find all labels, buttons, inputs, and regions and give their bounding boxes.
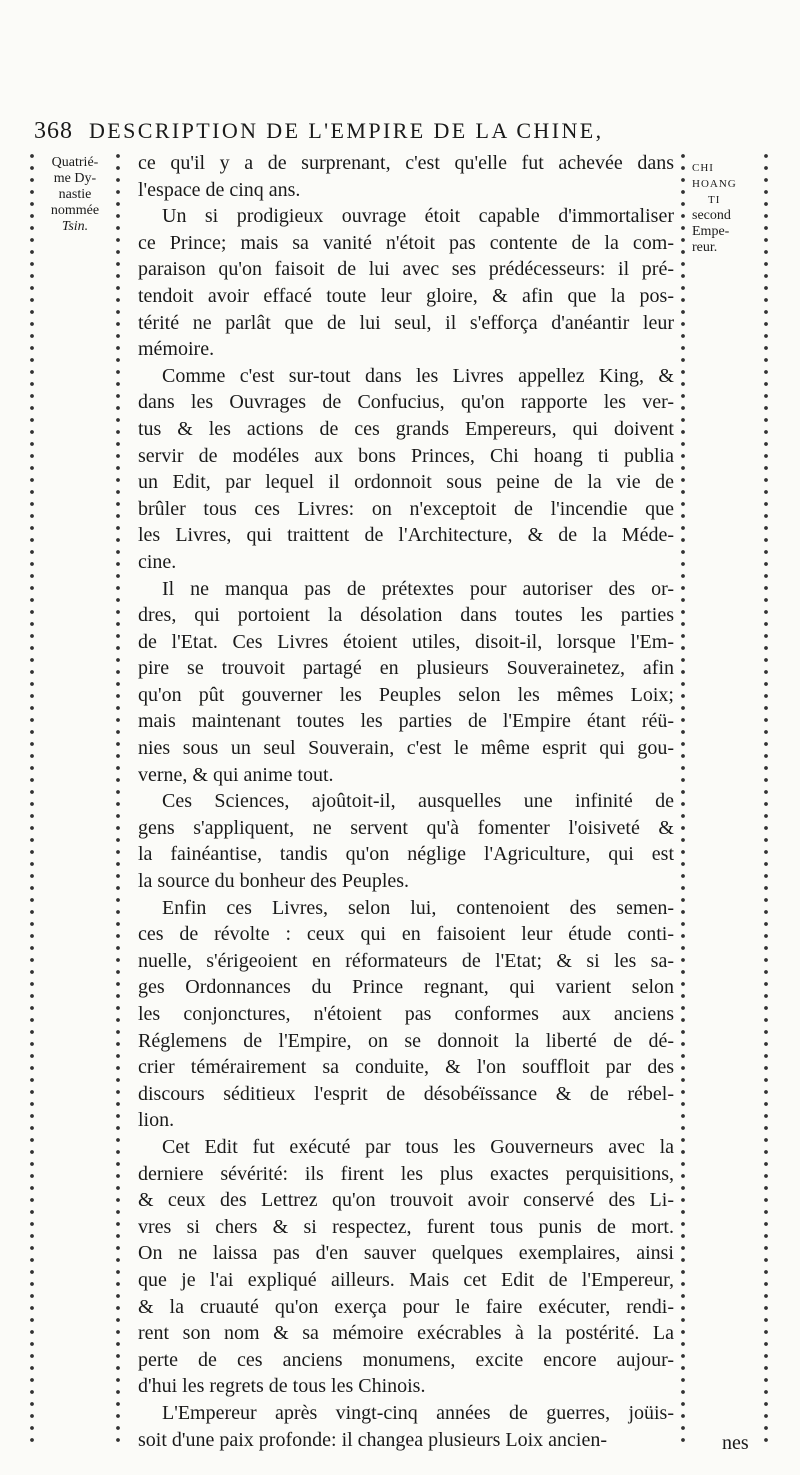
text-line: cine. bbox=[138, 550, 177, 573]
text-line: Il ne manqua pas de prétextes pour autoriser des or- bbox=[162, 577, 674, 600]
paragraph bbox=[138, 788, 674, 894]
text-line: la fainéantise, tandis qu'on néglige l'Agriculture, qui est bbox=[138, 843, 674, 866]
text-line: discours séditieux l'esprit de désobéïssance & de rébel- bbox=[138, 1082, 674, 1105]
text-line: Enfin ces Livres, selon lui, contenoient des semen- bbox=[162, 896, 674, 919]
text-line: l'espace de cinq ans. bbox=[138, 178, 301, 201]
text-line: la source du bonheur des Peuples. bbox=[138, 870, 410, 893]
body-text bbox=[138, 150, 674, 1453]
text-line: dres, qui portoient la désolation dans toutes les parties bbox=[138, 604, 674, 627]
paragraph bbox=[138, 150, 674, 203]
paragraph bbox=[138, 1134, 674, 1400]
text-line: ce qu'il y a de surprenant, c'est qu'elle fut achevée dans bbox=[138, 152, 674, 174]
text-line: & la cruauté qu'on exerça pour le faire exécuter, rendi- bbox=[138, 1295, 674, 1318]
marginal-note-right bbox=[692, 160, 756, 256]
text-line: un Edit, par lequel il ordonnoit sous peine de la vie de bbox=[138, 471, 674, 494]
ornament-border-right-inner bbox=[677, 150, 689, 1447]
marginal-note-left bbox=[40, 155, 110, 235]
text-line: paraison qu'on faisoit de lui avec ses prédécesseurs: il pré- bbox=[138, 258, 674, 281]
margin-left-line: me Dy- bbox=[53, 171, 97, 186]
paragraph bbox=[138, 203, 674, 363]
text-line: Ces Sciences, ajoûtoit-il, ausquelles une infinité de bbox=[162, 790, 674, 813]
text-line: & ceux des Lettrez qu'on trouvoit avoir conservé des Li- bbox=[138, 1189, 674, 1212]
text-line: d'hui les regrets de tous les Chinois. bbox=[138, 1375, 426, 1398]
text-line: rent son nom & sa mémoire exécrables à la postérité. La bbox=[138, 1322, 674, 1345]
margin-right-line: TI bbox=[708, 194, 721, 206]
ornament-border-right-outer bbox=[760, 150, 772, 1447]
text-line: mais maintenant toutes les parties de l'Empire étant réü- bbox=[138, 710, 674, 733]
margin-left-line: nastie bbox=[58, 187, 92, 202]
text-line: qu'on pût gouverner les Peuples selon les mêmes Loix; bbox=[138, 683, 674, 706]
margin-left-line: nommée bbox=[50, 203, 100, 218]
margin-right-line: CHI bbox=[692, 162, 714, 174]
text-line: ces de révolte : ceux qui en faisoient leur étude conti- bbox=[138, 923, 674, 946]
ornament-border-left-outer bbox=[26, 150, 38, 1447]
text-line: dans les Ouvrages de Confucius, qu'on rapporte les ver- bbox=[138, 391, 674, 414]
text-line: mémoire. bbox=[138, 338, 215, 361]
page-number: 368 bbox=[34, 118, 73, 144]
paragraph bbox=[138, 363, 674, 576]
paragraph bbox=[138, 576, 674, 789]
text-line: lion. bbox=[138, 1109, 175, 1132]
text-line: derniere sévérité: ils firent les plus exactes perquisitions, bbox=[138, 1162, 674, 1185]
text-line: Un si prodigieux ouvrage étoit capable d'immortaliser bbox=[162, 205, 674, 228]
running-title: DESCRIPTION DE L'EMPIRE DE LA CHINE, bbox=[89, 118, 604, 143]
text-line: crier témérairement sa conduite, & l'on souffloit par des bbox=[138, 1056, 674, 1079]
text-line: Cet Edit fut exécuté par tous les Gouverneurs avec la bbox=[162, 1135, 674, 1158]
paragraph bbox=[138, 895, 674, 1134]
text-line: soit d'une paix profonde: il changea plusieurs Loix ancien- bbox=[138, 1428, 608, 1451]
text-line: les Livres, qui traittent de l'Architecture, & de la Méde- bbox=[138, 524, 674, 547]
text-line: ges Ordonnances du Prince regnant, qui varient selon bbox=[138, 976, 674, 999]
margin-right-line: second bbox=[692, 208, 731, 223]
margin-right-line: Empe- bbox=[692, 224, 730, 239]
text-line: On ne laissa pas d'en sauver quelques exemplaires, ainsi bbox=[138, 1242, 674, 1265]
margin-right-line: HOANG bbox=[692, 178, 737, 190]
margin-left-line: Quatrié- bbox=[51, 155, 99, 170]
text-line: tus & les actions de ces grands Empereurs, qui doivent bbox=[138, 417, 674, 440]
text-line: les conjonctures, n'étoient pas conformes aux anciens bbox=[138, 1003, 674, 1025]
page-header bbox=[34, 118, 790, 152]
catchword: nes bbox=[722, 1432, 749, 1454]
text-line: tendoit avoir effacé toute leur gloire, & afin que la pos- bbox=[138, 284, 674, 307]
text-line: que je l'ai expliqué ailleurs. Mais cet Edit de l'Empereur, bbox=[138, 1268, 674, 1291]
text-line: verne, & qui anime tout. bbox=[138, 763, 334, 786]
margin-right-line: reur. bbox=[692, 240, 718, 255]
margin-left-line: Tsin. bbox=[61, 219, 89, 234]
text-line: brûler tous ces Livres: on n'exceptoit de l'incendie que bbox=[138, 497, 674, 520]
text-line: Réglemens de l'Empire, on se donnoit la liberté de dé- bbox=[138, 1029, 674, 1052]
paragraph bbox=[138, 1400, 674, 1453]
text-line: pire se trouvoit partagé en plusieurs Souverainetez, afin bbox=[138, 657, 674, 680]
text-line: perte de ces anciens monumens, excite encore aujour- bbox=[138, 1348, 674, 1371]
text-line: nies sous un seul Souverain, c'est le même esprit qui gou- bbox=[138, 737, 674, 760]
text-line: ce Prince; mais sa vanité n'étoit pas contente de la com- bbox=[138, 231, 674, 254]
text-line: de l'Etat. Ces Livres étoient utiles, disoit-il, lorsque l'Em- bbox=[138, 630, 674, 653]
text-line: Comme c'est sur-tout dans les Livres appellez King, & bbox=[162, 364, 674, 387]
text-line: nuelle, s'érigeoient en réformateurs de l'Etat; & si les sa- bbox=[138, 949, 674, 972]
text-line: gens s'appliquent, ne servent qu'à fomenter l'oisiveté & bbox=[138, 816, 674, 839]
text-line: térité ne parlât que de lui seul, il s'efforça d'anéantir leur bbox=[138, 311, 674, 334]
text-line: servir de modéles aux bons Princes, Chi hoang ti publia bbox=[138, 444, 674, 467]
text-line: L'Empereur après vingt-cinq années de guerres, joüis- bbox=[162, 1401, 674, 1424]
text-line: vres si chers & si respectez, furent tous punis de mort. bbox=[138, 1215, 674, 1238]
ornament-border-left-inner bbox=[112, 150, 124, 1447]
